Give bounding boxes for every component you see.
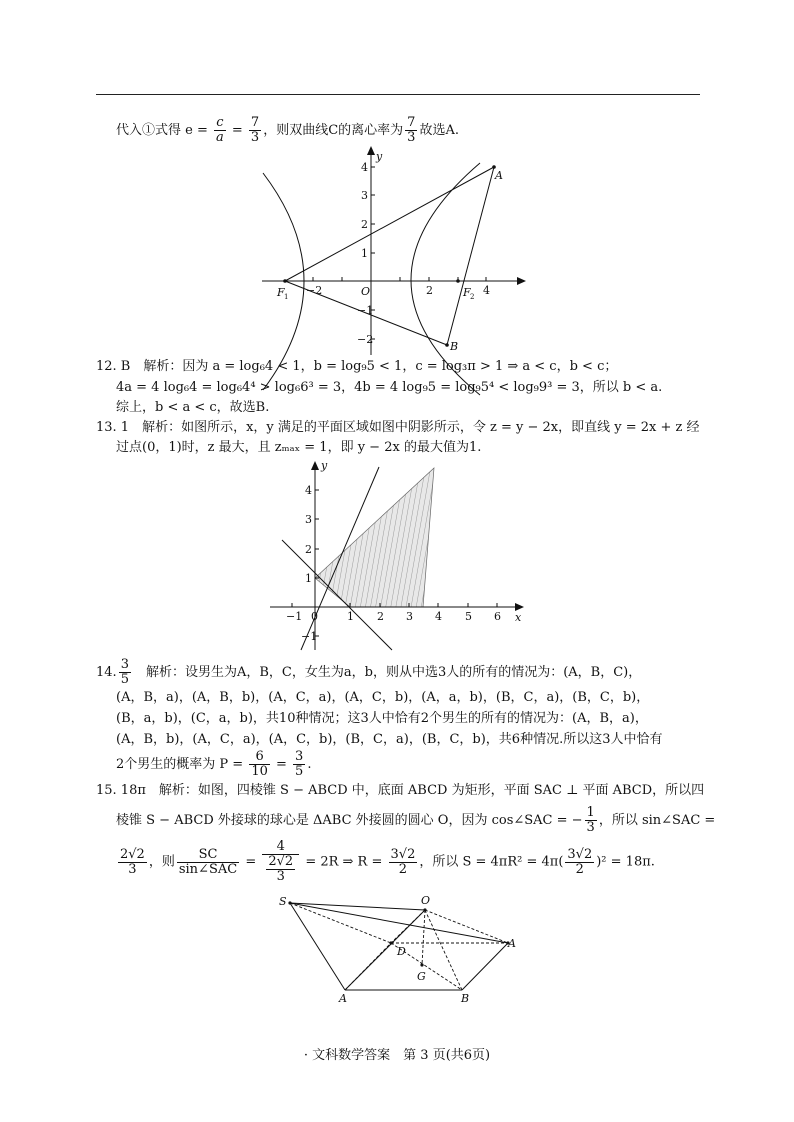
text: ，则	[148, 854, 175, 870]
tick-label: 6	[494, 610, 501, 623]
denominator: 2	[398, 861, 408, 877]
tick-label: 3	[305, 513, 312, 526]
q13-line-1: 13. 1 解析：如图所示，x，y 满足的平面区域如图中阴影所示，令 z = y − 2x，即直线 y = 2x + z 经	[96, 420, 700, 435]
f2-label: F	[463, 286, 471, 299]
denominator: 5	[120, 672, 129, 687]
point-s	[288, 901, 291, 904]
tick-label: 1	[361, 247, 368, 260]
denominator: a	[215, 130, 224, 145]
tick-label: −2	[306, 284, 323, 297]
q12-line-1: 12. B 解析：因为 a = log₆4 < 1，b = log₉5 < 1，c = log₃π > 1 ⇒ a < c，b < c；	[96, 359, 618, 374]
label-a-bottom: A	[339, 992, 347, 1005]
numerator: 1	[586, 805, 595, 820]
q14-line-4: (A，B，b)，(A，C，a)，(A，C，b)，(B，C，a)，(B，C，b)，共6种情况.所以这3人中恰有	[116, 732, 663, 747]
origin-label: O	[361, 285, 371, 298]
a-label: A	[495, 169, 503, 182]
label-s: S	[279, 895, 287, 908]
label-g: G	[417, 970, 426, 983]
numerator: 3√2	[567, 846, 593, 862]
tick-label: 2	[426, 284, 433, 297]
f2-subscript: 2	[470, 293, 475, 301]
numerator: 2√2	[268, 854, 294, 869]
numerator: 3√2	[390, 846, 416, 862]
q-number: 14.	[96, 665, 117, 680]
tick-label: 2	[377, 610, 384, 623]
tick-label: 3	[406, 610, 413, 623]
f1-subscript: 1	[284, 293, 289, 301]
b-label: B	[450, 340, 459, 353]
tick-label: 1	[305, 572, 312, 585]
tick-label: 4	[435, 610, 442, 623]
label-a: A	[508, 937, 516, 950]
text: =	[271, 757, 292, 772]
text: 代入①式得 e =	[116, 123, 212, 138]
y-axis-label: y	[321, 459, 328, 472]
numerator: SC	[177, 848, 239, 863]
tick-label: 4	[483, 284, 490, 297]
tick-label: −1	[286, 610, 303, 623]
dash-o-g	[422, 910, 425, 965]
edge-s-a	[290, 903, 345, 990]
point-o	[423, 908, 426, 911]
y-axis-label: y	[376, 150, 383, 163]
tick-label: 4	[361, 161, 368, 174]
text: 2个男生的概率为 P =	[116, 757, 248, 772]
denominator: sin∠SAC	[178, 861, 238, 877]
denominator: 3	[407, 130, 416, 145]
point-d	[389, 941, 392, 944]
denominator: 5	[295, 764, 304, 779]
denominator: 3	[276, 869, 285, 884]
page-footer: · 文科数学答案 第 3 页(共6页)	[303, 1048, 491, 1063]
numerator: 3	[120, 657, 129, 672]
numerator: 3	[295, 749, 304, 764]
q12-line-2: 4a = 4 log₆4 = log₆4⁴ > log₆6³ = 3，4b = 4 log₉5 = log₉5⁴ < log₉9³ = 3，所以 b < a.	[116, 380, 663, 395]
tick-label: −1	[301, 630, 318, 643]
text: =	[241, 854, 261, 870]
denominator: 2	[575, 861, 584, 877]
label-d: D	[397, 945, 406, 958]
numerator: 2√2	[120, 846, 145, 862]
denominator: 10	[251, 764, 268, 779]
denominator: 3	[586, 820, 595, 835]
label-b: B	[461, 992, 470, 1005]
text: ，所以 sin∠SAC =	[598, 813, 716, 828]
dash-s-d	[290, 903, 391, 943]
tick-label: 5	[465, 610, 472, 623]
tick-label: 2	[305, 543, 312, 556]
tick-label: 0	[311, 610, 318, 623]
numerator: 4	[262, 840, 299, 855]
numerator: 7	[407, 115, 416, 130]
text: .	[307, 757, 312, 772]
text: = 2R ⇒ R =	[301, 854, 387, 870]
q14-line-2: (A，B，a)，(A，B，b)，(A，C，a)，(A，C，b)，(A，a，b)，(B，C，a)，(B，C，b)，	[116, 690, 650, 705]
f1-label: F	[277, 286, 285, 299]
text: ，则双曲线C的离心率为	[263, 123, 404, 138]
numerator: c	[214, 116, 226, 131]
label-o: O	[421, 894, 431, 907]
denominator: 3	[250, 130, 260, 145]
q12-line-3: 综上，b < a < c，故选B.	[116, 400, 270, 415]
numerator: 6	[249, 750, 270, 765]
tick-label: 4	[305, 484, 312, 497]
tick-label: 3	[361, 189, 368, 202]
tick-label: −1	[357, 304, 374, 317]
q14-line-3: (B，a，b)，(C，a，b)，共10种情况；这3人中恰有2个男生的所有的情况为：(A，B，a)，	[116, 711, 648, 726]
point-g	[420, 963, 423, 966]
text: ，所以 S = 4πR² = 4π(	[419, 854, 564, 870]
text: 棱锥 S − ABCD 外接球的球心是 ΔABC 外接圆的圆心 O，因为 cos∠SAC = −	[116, 813, 583, 828]
q13-line-2: 过点(0，1)时，z 最大，且 zₘₐₓ = 1，即 y − 2x 的最大值为1.	[116, 440, 482, 455]
dash-o-b	[425, 910, 462, 990]
dash-o-a2	[425, 910, 508, 943]
tick-label: 2	[361, 218, 368, 231]
q15-line-1: 15. 18π 解析：如图，四棱锥 S − ABCD 中，底面 ABCD 为矩形，平面 SAC ⊥ 平面 ABCD，所以四	[96, 783, 705, 798]
edge-b-a2	[462, 943, 508, 990]
tick-label: 1	[347, 610, 354, 623]
x-axis-label: x	[515, 611, 522, 624]
text: =	[227, 123, 247, 138]
denominator: 3	[128, 861, 137, 877]
tick-label: −2	[357, 333, 374, 346]
text: )² = 18π.	[596, 854, 655, 870]
numerator: 7	[250, 115, 260, 130]
text: 解析：设男生为A，B，C，女生为a，b，则从中选3人的所有的情况为：(A，B，C)，	[145, 665, 642, 680]
text: 故选A.	[419, 123, 459, 138]
